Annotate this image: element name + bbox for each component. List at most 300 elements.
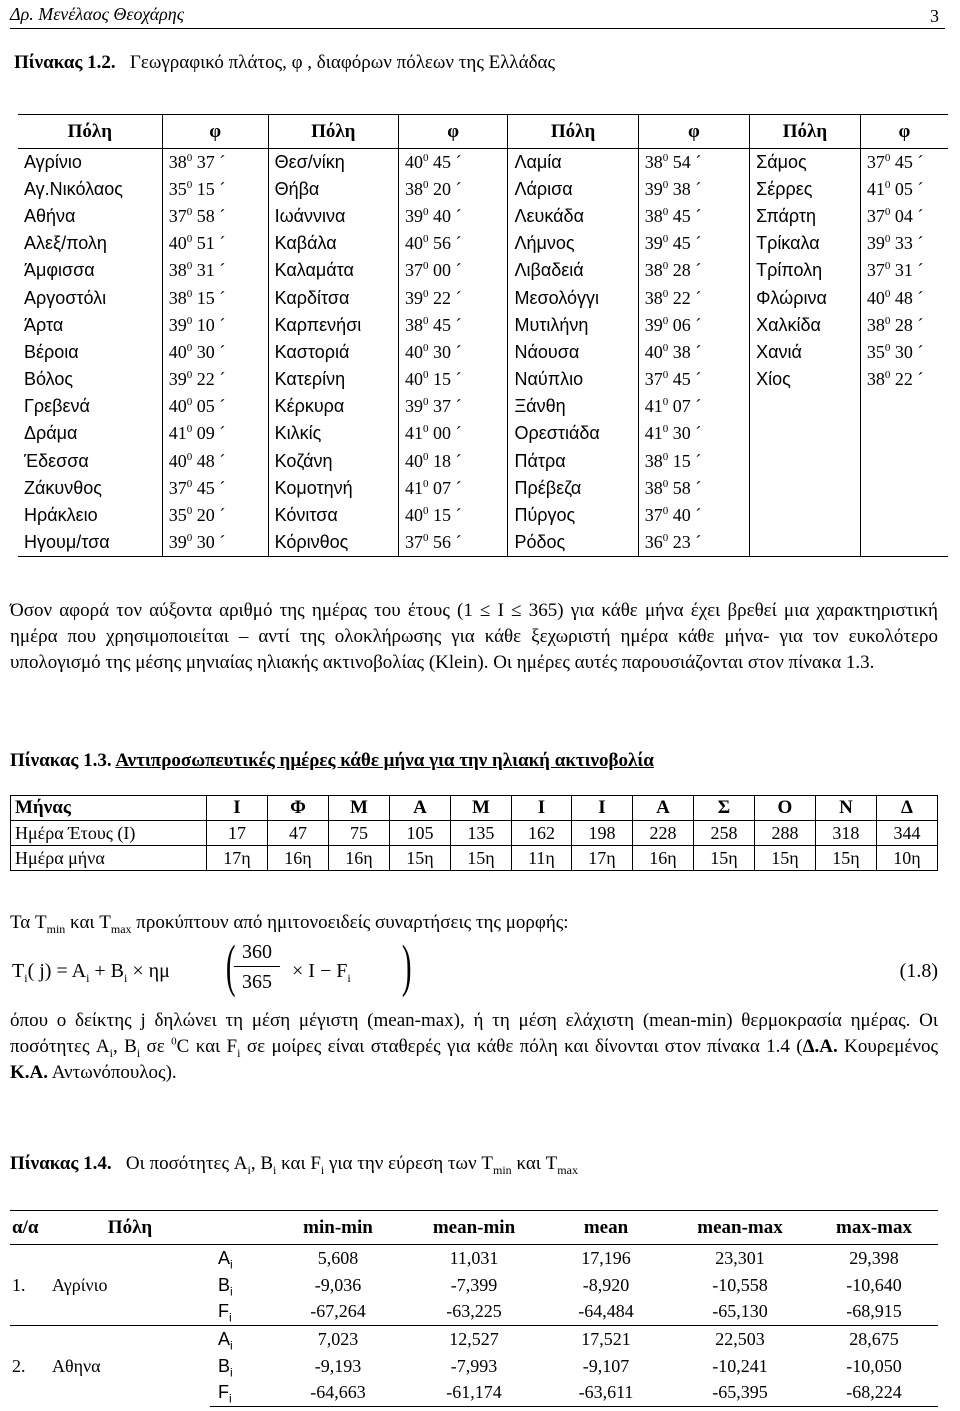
latitude-minutes: 37 [432,396,451,417]
day-cell: 15η [754,846,815,871]
minute-mark: ´ [912,178,924,199]
formula-1-8 [12,933,938,1004]
minute-mark: ´ [912,205,924,226]
value-cell: -65,130 [712,1301,768,1322]
table-1-4-header-1: Πόλη [50,1211,210,1245]
latitude-minutes: 38 [672,178,691,199]
city-cell: Κατερίνη [268,366,398,393]
table-row [18,502,948,529]
table-1-4-header-7: max-max [810,1211,938,1245]
formula-equation-number: (1.8) [899,960,938,982]
minute-mark: ´ [912,233,924,254]
parameter-subscript: i [229,1310,232,1325]
latitude-minutes: 22 [432,287,451,308]
minute-mark: ´ [450,396,462,417]
latitude-minutes: 06 [672,314,691,335]
t14-title-sub-i-2: i [273,1162,277,1177]
latitude-minutes: 30 [196,341,215,362]
p2-sub-min: min [46,921,66,936]
latitude-minutes: 54 [672,151,691,172]
latitude-cell [860,339,948,366]
minute-mark: ´ [690,233,702,254]
latitude-cell [162,366,268,393]
latitude-minutes: 45 [672,205,691,226]
table-1-4-body [10,1245,938,1407]
day-cell: 344 [876,821,937,846]
city-cell: Λάρισα [508,176,638,203]
city-cell [750,475,861,502]
city-cell: Καρπενήσι [268,312,398,339]
latitude-degrees: 40 [168,396,187,417]
latitude-cell [398,475,508,502]
city-cell: Κέρκυρα [268,393,398,420]
latitude-degrees: 41 [644,423,663,444]
city-cell: Κόνιτσα [268,502,398,529]
latitude-degrees: 39 [866,233,885,254]
degree-mark: 0 [186,178,193,191]
degree-mark: 0 [662,505,669,518]
latitude-degrees: 38 [168,151,187,172]
header-rule [10,28,945,29]
latitude-minutes: 09 [196,423,215,444]
value-cell: -9,107 [582,1355,630,1376]
latitude-minutes: 05 [894,178,913,199]
minute-mark: ´ [690,287,702,308]
latitude-minutes: 20 [432,178,451,199]
parameter-letter: B [218,1355,231,1376]
table-1-2 [18,114,948,557]
t14-title-b: , B [250,1153,274,1174]
latitude-cell [860,203,948,230]
latitude-minutes: 56 [432,531,451,552]
day-cell: 228 [632,821,693,846]
day-cell: 16η [632,846,693,871]
value-cell: -63,611 [542,1380,670,1407]
degree-mark: 0 [186,450,193,463]
city-cell: Χαλκίδα [750,312,861,339]
row-label: Ημέρα Έτους (Ι) [11,821,207,846]
degree-mark: 0 [662,477,669,490]
city-cell: Ηράκλειο [18,502,162,529]
formula-numerator: 360 [234,938,280,967]
latitude-degrees: 39 [404,205,423,226]
city-cell: Βόλος [18,366,162,393]
city-cell: Αθήνα [18,203,162,230]
value-cell: -64,663 [270,1380,406,1407]
city-cell: Θεσ/νίκη [268,149,398,176]
latitude-minutes: 28 [672,260,691,281]
value-cell: 12,527 [406,1326,542,1353]
latitude-minutes: 15 [432,369,451,390]
value-cell: -65,395 [670,1380,810,1407]
value-cell: -9,193 [314,1355,362,1376]
minute-mark: ´ [690,396,702,417]
month-header: Ο [754,796,815,821]
table-1-4-header-6: mean-max [670,1211,810,1245]
minute-mark: ´ [912,314,924,335]
minute-mark: ´ [214,423,226,444]
latitude-degrees: 37 [168,477,187,498]
latitude-cell [398,502,508,529]
minute-mark: ´ [450,314,462,335]
degree-mark: 0 [422,423,429,436]
minute-mark: ´ [450,233,462,254]
value-cell: -10,050 [846,1355,902,1376]
degree-mark: 0 [662,233,669,246]
latitude-degrees: 38 [168,260,187,281]
latitude-degrees: 40 [168,341,187,362]
latitude-minutes: 30 [196,531,215,552]
parameter-name [210,1326,270,1353]
latitude-minutes: 30 [672,423,691,444]
value-cell: -9,036 [314,1274,362,1295]
minute-mark: ´ [214,314,226,335]
formula-rest-text: × I − F [292,960,348,982]
table-row [18,366,948,393]
degree-mark: 0 [662,423,669,436]
table-1-3-title: Αντιπροσωπευτικές ημέρες κάθε μήνα για την ηλιακή ακτινοβολία [115,750,654,771]
day-cell: 16η [267,846,328,871]
latitude-minutes: 45 [432,314,451,335]
latitude-minutes: 31 [196,260,215,281]
t14-title-e: και T [511,1153,558,1174]
latitude-cell [860,475,948,502]
minute-mark: ´ [450,260,462,281]
value-cell: -63,225 [446,1301,502,1322]
latitude-minutes: 04 [894,205,913,226]
p2-text-b: και T [65,912,111,933]
formula-times-sin: × ημ [127,960,170,982]
city-cell: Σπάρτη [750,203,861,230]
degree-mark: 0 [884,369,891,382]
table-1-4-header-5: mean [542,1211,670,1245]
day-cell: 258 [693,821,754,846]
latitude-degrees: 40 [404,151,423,172]
latitude-cell [398,529,508,556]
value-cell: -64,484 [578,1301,634,1322]
value-cell: 22,503 [670,1326,810,1353]
city-cell: Τρίκαλα [750,230,861,257]
latitude-cell [162,203,268,230]
value-cell: -10,558 [712,1274,768,1295]
latitude-minutes: 15 [672,450,691,471]
table-row [18,475,948,502]
latitude-cell [860,149,948,176]
degree-mark: 0 [422,369,429,382]
minute-mark: ´ [450,287,462,308]
degree-mark: 0 [884,260,891,273]
latitude-cell [162,502,268,529]
city-cell: Καλαμάτα [268,257,398,284]
latitude-degrees: 37 [404,260,423,281]
latitude-cell [162,448,268,475]
degree-mark: 0 [422,233,429,246]
value-cell: -8,920 [582,1274,630,1295]
latitude-minutes: 40 [672,505,691,526]
parameter-letter: B [218,1274,231,1295]
table-1-2-header-0: Πόλη [18,115,162,149]
degree-mark: 0 [186,260,193,273]
table-1-2-header-7: φ [860,115,948,149]
latitude-cell [638,203,749,230]
value-cell: -68,915 [846,1301,902,1322]
latitude-minutes: 28 [894,314,913,335]
latitude-cell [638,393,749,420]
month-header: Μ [328,796,389,821]
degree-mark: 0 [662,369,669,382]
table-1-2-header-4: Πόλη [508,115,638,149]
day-cell: 15η [815,846,876,871]
latitude-degrees: 37 [404,531,423,552]
value-cell: -61,174 [406,1380,542,1407]
city-cell: Γρεβενά [18,393,162,420]
day-cell: 198 [572,821,633,846]
degree-mark: 0 [884,205,891,218]
latitude-cell [398,393,508,420]
value-cell: -10,241 [712,1355,768,1376]
latitude-minutes: 15 [196,287,215,308]
latitude-degrees: 40 [644,341,663,362]
latitude-degrees: 38 [644,477,663,498]
degree-mark: 0 [186,505,193,518]
value-cell: 17,196 [542,1245,670,1272]
degree-mark: 0 [662,396,669,409]
latitude-degrees: 37 [866,205,885,226]
city-cell: Ρόδος [508,529,638,556]
latitude-degrees: 41 [404,423,423,444]
minute-mark: ´ [214,396,226,417]
latitude-degrees: 39 [404,287,423,308]
latitude-cell [398,257,508,284]
table-1-3-caption [10,750,654,772]
latitude-cell [398,366,508,393]
value-cell: -68,224 [810,1380,938,1407]
latitude-cell [398,339,508,366]
degree-mark: 0 [884,151,891,164]
table-1-4-label: Πίνακας 1.4. [10,1153,112,1174]
city-cell: Βέροια [18,339,162,366]
p3-author-1-initials: Δ.Α. [802,1036,838,1057]
latitude-cell [860,393,948,420]
latitude-degrees: 41 [404,477,423,498]
latitude-cell [398,203,508,230]
degree-mark: 0 [662,531,669,544]
formula-rest [292,960,351,983]
latitude-degrees: 38 [644,260,663,281]
latitude-degrees: 38 [866,369,885,390]
table-1-2-header-1: φ [162,115,268,149]
city-cell: Καβάλα [268,230,398,257]
formula-sub-i-1: i [24,971,28,985]
value-cell: -7,399 [450,1274,498,1295]
minute-mark: ´ [690,369,702,390]
t14-title-sub-i-3: i [320,1162,325,1177]
day-cell: 15η [450,846,511,871]
city-cell: Αλεξ/πολη [18,230,162,257]
parameter-letter: A [218,1328,231,1349]
city-cell: Κομοτηνή [268,475,398,502]
degree-mark: 0 [186,314,193,327]
parameter-name [210,1272,270,1299]
formula-plus-b: + B [89,960,125,982]
table-row [10,1326,938,1353]
degree-mark: 0 [422,314,429,327]
city-cell: Μυτιλήνη [508,312,638,339]
parameter-subscript: i [230,1257,233,1272]
minute-mark: ´ [450,531,462,552]
city-cell: Έδεσσα [18,448,162,475]
city-cell: Αργοστόλι [18,284,162,311]
latitude-degrees: 39 [644,178,663,199]
p2-text-a: Τα T [10,912,47,933]
table-row [10,1245,938,1272]
day-cell: 318 [815,821,876,846]
table-1-4-header-2 [210,1211,270,1245]
latitude-cell [398,420,508,447]
table-row [18,257,948,284]
p3-text-4: C και F [176,1036,238,1057]
latitude-minutes: 48 [894,287,913,308]
latitude-minutes: 00 [432,260,451,281]
latitude-minutes: 23 [672,531,691,552]
page-number: 3 [930,6,939,26]
latitude-cell [398,448,508,475]
latitude-minutes: 40 [432,205,451,226]
latitude-cell [638,284,749,311]
table-1-3-header-row [11,796,938,821]
paragraph-1: Όσον αφορά τον αύξοντα αριθμό της ημέρας του έτους (1 ≤ I ≤ 365) για κάθε μήνα έχει βρεθεί μια χαρακτηριστική ημέρα που χρησιμοποιείται – αντί της ολοκλήρωσης για κάθε ξεχωριστή ημέρα κάθε μήνα- για τον ευκολότερο υπολογισμό της μέσης μηνιαίας ηλιακής ακτινοβολίας (Klein). Οι ημέρες αυτές παρουσιάζονται στον πίνακα 1.3. [10,600,938,673]
minute-mark: ´ [912,287,924,308]
minute-mark: ´ [214,287,226,308]
table-1-2-header-3: φ [398,115,508,149]
city-cell: Δράμα [18,420,162,447]
table-row [11,846,938,871]
table-row [11,821,938,846]
latitude-minutes: 45 [672,369,691,390]
minute-mark: ´ [214,477,226,498]
parameter-name [210,1353,270,1380]
degree-mark: 0 [186,287,193,300]
latitude-minutes: 45 [432,151,451,172]
t14-title-sub-i-1: i [247,1162,251,1177]
latitude-degrees: 41 [866,178,885,199]
table-row [18,284,948,311]
latitude-cell [638,312,749,339]
parameter-letter: F [218,1301,229,1322]
latitude-degrees: 38 [404,178,423,199]
t14-title-sub-max: max [557,1162,578,1177]
latitude-minutes: 48 [196,450,215,471]
table-1-2-caption [14,52,555,74]
day-cell: 17η [572,846,633,871]
day-cell: 15η [389,846,450,871]
parameter-subscript: i [230,1338,233,1353]
table-row [18,230,948,257]
city-cell: Καρδίτσα [268,284,398,311]
value-cell: -67,264 [310,1301,366,1322]
p2-sub-max: max [110,921,132,936]
latitude-degrees: 39 [404,396,423,417]
minute-mark: ´ [690,531,702,552]
latitude-minutes: 10 [196,314,215,335]
minute-mark: ´ [450,477,462,498]
latitude-cell [162,284,268,311]
city-cell: Λήμνος [508,230,638,257]
city-cell: Άρτα [18,312,162,339]
city-cell: Πάτρα [508,448,638,475]
table-1-2-header-row [18,115,948,149]
row-index: 2. [10,1326,50,1407]
table-1-2-body [18,149,948,557]
table-row [18,393,948,420]
latitude-cell [638,230,749,257]
latitude-cell [860,312,948,339]
degree-mark: 0 [662,260,669,273]
formula-fraction [234,938,280,997]
table-row [18,203,948,230]
latitude-minutes: 18 [432,450,451,471]
table-1-3-label: Πίνακας 1.3. [10,750,112,771]
day-cell: 75 [328,821,389,846]
city-cell [750,502,861,529]
table-1-2-title: Γεωγραφικό πλάτος, φ , διαφόρων πόλεων της Ελλάδας [129,52,556,73]
p3-sub-i-2: i [136,1045,141,1060]
degree-mark: 0 [884,178,891,191]
city-cell: Κοζάνη [268,448,398,475]
value-cell: 28,675 [810,1326,938,1353]
day-cell: 105 [389,821,450,846]
latitude-cell [638,420,749,447]
formula-t: T [12,960,25,982]
minute-mark: ´ [214,341,226,362]
degree-mark: 0 [662,450,669,463]
table-row [18,176,948,203]
latitude-degrees: 39 [644,314,663,335]
city-cell: Ηγουμ/τσα [18,529,162,556]
latitude-cell [860,257,948,284]
latitude-minutes: 45 [894,151,913,172]
minute-mark: ´ [912,369,924,390]
table-1-4-header-row [10,1211,938,1245]
table-1-4-caption [10,1153,578,1175]
formula-sub-i-3: i [124,971,128,985]
latitude-cell [638,149,749,176]
month-header: Ι [207,796,268,821]
t14-title-c: και F [276,1153,321,1174]
latitude-minutes: 45 [196,477,215,498]
degree-mark: 0 [186,151,193,164]
latitude-degrees: 40 [404,450,423,471]
latitude-degrees: 40 [168,450,187,471]
value-cell: 7,023 [270,1326,406,1353]
latitude-cell [162,176,268,203]
degree-mark: 0 [884,341,891,354]
formula-sub-i-2: i [86,971,90,985]
latitude-minutes: 45 [672,233,691,254]
latitude-cell [638,448,749,475]
latitude-cell [638,257,749,284]
parameter-name [210,1299,270,1326]
table-1-3 [10,795,938,871]
latitude-cell [860,502,948,529]
t14-title-a: Οι ποσότητες A [125,1153,248,1174]
minute-mark: ´ [690,260,702,281]
city-cell: Νάουσα [508,339,638,366]
latitude-degrees: 40 [168,233,187,254]
minute-mark: ´ [214,369,226,390]
table-row [18,339,948,366]
value-cell: 17,521 [542,1326,670,1353]
